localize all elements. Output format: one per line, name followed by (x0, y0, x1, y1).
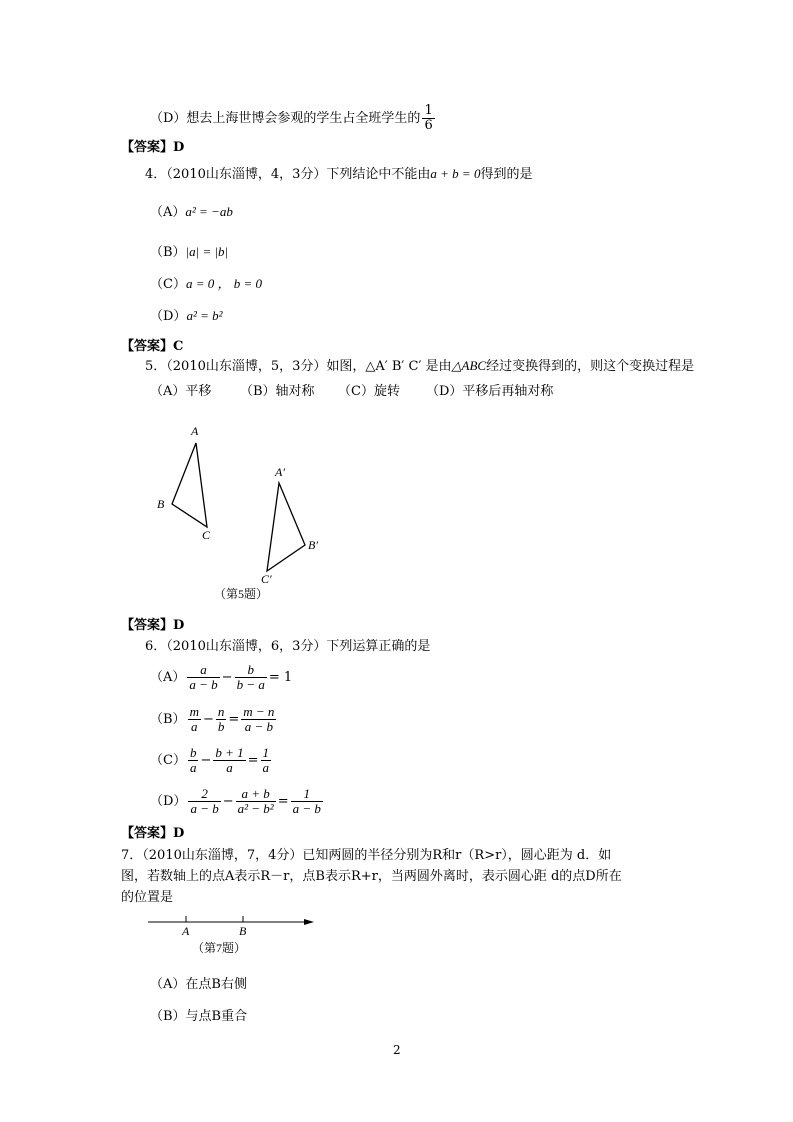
fraction (241, 705, 276, 733)
option-label: （C） (150, 277, 186, 292)
frac-den: a (262, 760, 270, 775)
q4-option-c (150, 276, 262, 293)
q5-stem (145, 358, 694, 375)
option-label: （A） (150, 205, 186, 220)
q4-stem-text: 4．（2010山东淄博，4，3分）下列结论中不能由 (145, 167, 431, 182)
frac-num: m (189, 704, 199, 720)
figure-caption: （第7题） (192, 941, 247, 955)
page-number: 2 (393, 1043, 401, 1057)
number-line-arrow (304, 919, 314, 925)
frac-den: b (217, 719, 225, 734)
label-c-prime: C′ (261, 572, 272, 586)
q7-stem-line2: 图，若数轴上的点A表示R－r，点B表示R+r，当两圆外离时，表示圆心距 d的点D所在 (121, 869, 622, 884)
q5-option-b: （B）轴对称 (240, 384, 315, 399)
frac-den: b − a (236, 677, 265, 692)
triangle-a1b1c1 (267, 483, 305, 571)
label-b-prime: B′ (308, 538, 318, 552)
fraction (187, 663, 219, 691)
fraction (236, 787, 276, 815)
label-b: B (239, 924, 247, 938)
frac-num: m − n (243, 704, 275, 720)
option-label: （A） (150, 670, 186, 685)
q6-option-d (150, 784, 325, 820)
fraction (261, 746, 272, 774)
q4-answer: 【答案】C (121, 339, 184, 354)
frac-num: 2 (188, 787, 220, 802)
operator: − (221, 670, 233, 685)
frac-num: b + 1 (215, 745, 244, 761)
frac-num: b (189, 745, 197, 761)
equals: = (277, 794, 289, 809)
frac-den: a (191, 719, 198, 734)
frac-den: a (226, 760, 233, 775)
label-a: A (191, 424, 199, 438)
label-a-prime: A′ (275, 465, 285, 479)
fraction (188, 746, 199, 774)
option-label: （B） (150, 245, 186, 260)
frac-num: 1 (262, 745, 270, 761)
frac-den: a − b (189, 677, 218, 692)
q4-option-d (150, 308, 223, 325)
triangle-abc (172, 443, 207, 527)
q3-option-d-fraction (422, 104, 434, 132)
option-math: |a| = |b| (185, 244, 229, 259)
q5-option-d: （D）平移后再轴对称 (426, 384, 554, 399)
q3-option-d-text: （D）想去上海世博会参观的学生占全班学生的 (150, 111, 421, 126)
q7-stem-line1: 7．（2010山东淄博，7，4分）已知两圆的半径分别为R和r（R>r），圆心距为 d．如 (121, 848, 612, 863)
q4-option-b (150, 244, 228, 261)
q5-stem-text: 5．（2010山东淄博，5，3分）如图，△A′ B′ C′ 是由 (145, 359, 452, 374)
frac-den: a − b (292, 801, 321, 816)
fraction (235, 663, 267, 691)
option-label: （B） (150, 712, 186, 727)
option-math: a² = b² (186, 308, 223, 323)
frac-den: a (189, 760, 197, 775)
operator: − (200, 753, 212, 768)
label-b: B (157, 497, 165, 511)
frac-num: 1 (424, 103, 433, 119)
q5-option-c: （C）旋转 (338, 384, 400, 399)
frac-num: a (187, 663, 219, 678)
option-label: （D） (150, 794, 187, 809)
frac-den: 6 (424, 118, 433, 133)
frac-den: a − b (244, 719, 273, 734)
fraction (291, 787, 323, 815)
q6-option-b (150, 702, 278, 738)
q7-option-a: （A）在点B右侧 (150, 977, 247, 992)
fraction (188, 705, 201, 733)
frac-den: a² − b² (237, 801, 274, 816)
q5-stem-text-end: 经过变换得到的，则这个变换过程是 (486, 359, 695, 374)
q5-triangle-figure (140, 415, 340, 610)
q3-answer: 【答案】D (121, 140, 185, 155)
q6-option-c (150, 743, 273, 779)
equals: = (247, 753, 259, 768)
option-math: a² = −ab (185, 204, 233, 219)
fraction (216, 705, 227, 733)
q3-option-d (150, 100, 437, 138)
fraction (213, 746, 245, 774)
figure-caption: （第5题） (214, 587, 269, 601)
q7-number-line-figure (140, 908, 330, 958)
label-c: C (202, 528, 211, 542)
label-a: A (182, 924, 190, 938)
frac-num: n (217, 704, 225, 720)
q4-stem-math: a + b = 0 (430, 166, 481, 181)
operator: − (202, 712, 214, 727)
equals: = (228, 712, 240, 727)
q4-option-a (150, 204, 233, 221)
frac-num: 1 (291, 787, 323, 802)
q5-options (150, 384, 553, 400)
operator: − (222, 794, 234, 809)
q7-option-b: （B）与点B重合 (150, 1009, 248, 1024)
q4-stem (145, 166, 532, 183)
q5-stem-math: △ABC (451, 358, 487, 373)
q6-stem: 6．（2010山东淄博，6，3分）下列运算正确的是 (145, 639, 431, 654)
q6-option-a (150, 660, 292, 696)
rhs: = 1 (268, 670, 293, 685)
q6-answer: 【答案】D (121, 826, 185, 841)
frac-num: b (235, 663, 267, 678)
q4-stem-text-end: 得到的是 (480, 167, 533, 182)
q5-answer: 【答案】D (121, 618, 185, 633)
fraction (188, 787, 220, 815)
option-math: a = 0 ， b = 0 (185, 276, 262, 291)
frac-num: a + b (236, 787, 276, 802)
q5-option-a: （A）平移 (150, 384, 212, 399)
q7-stem-line3: 的位置是 (121, 890, 174, 905)
frac-den: a − b (190, 801, 219, 816)
option-label: （C） (150, 753, 186, 768)
option-label: （D） (150, 309, 187, 324)
